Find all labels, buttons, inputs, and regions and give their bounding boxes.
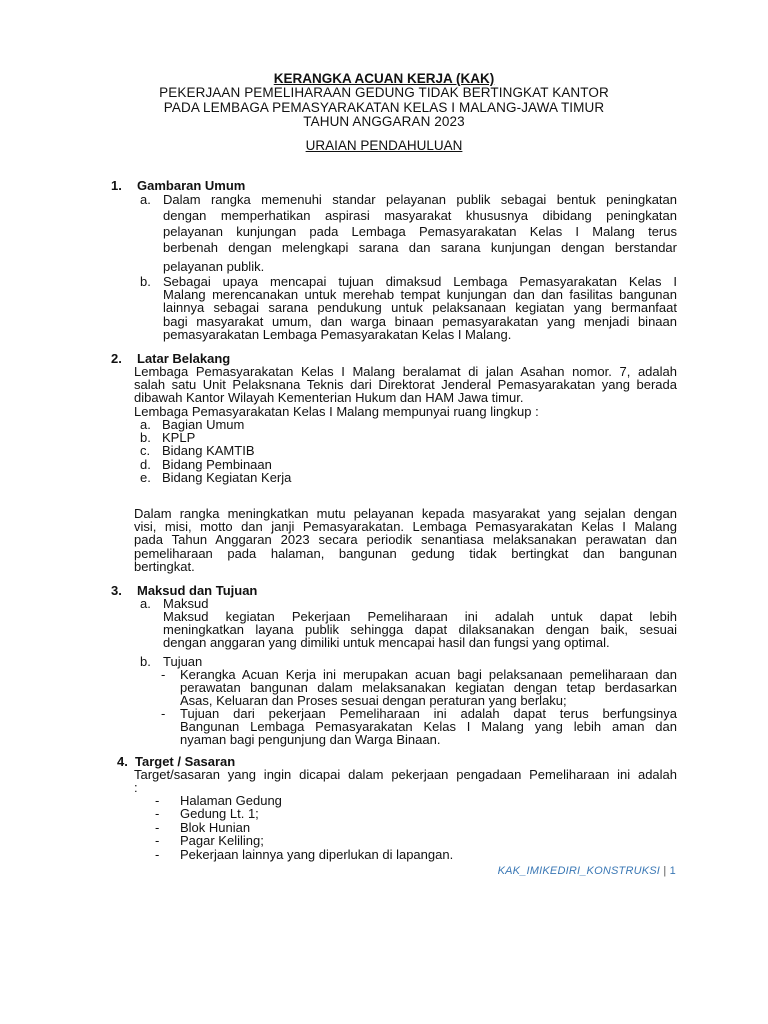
list-item-text: KPLP [162,430,196,446]
document-subtitle-line-3: TAHUN ANGGARAN 2023 [303,114,465,129]
bullet-dash: - [155,846,160,862]
list-item-text: Pagar Keliling; [180,833,264,849]
footer-doc-code: KAK_IMIKEDIRI_KONSTRUKSI [497,865,661,877]
footer-separator: | [663,865,667,877]
bullet-dash: - [161,706,166,721]
section-4-intro [134,768,677,794]
section-2-paragraph-2 [134,507,677,573]
section-heading-uraian: URAIAN PENDAHULUAN [305,138,463,153]
paragraph-line: Dalam rangka memenuhi standar pelayanan publik sebagai bentuk peningkatan [163,192,677,207]
paragraph-line: Tujuan dari pekerjaan Pemeliharaan ini adalah dapat terus berfungsinya [180,706,677,721]
paragraph-line: Malang merencanakan untuk merehab tempat kunjungan dan dan fasilitas bangunan [163,287,677,303]
page-footer [498,865,676,879]
paragraph-line: meningkatkan layana publik sehingga dapat dilaksanakan dengan baik, sesuai [163,622,677,638]
section-3b-item-2 [180,707,677,747]
paragraph-line: Dalam rangka meningkatkan mutu pelayanan kepada masyarakat yang sejalan dengan [134,506,677,521]
bullet-dash: - [155,819,160,835]
list-item-text: Bidang Kegiatan Kerja [162,469,292,485]
section-1b-label: b. [140,274,151,289]
paragraph-line: pada Tahun Anggaran 2023 secara periodik senantiasa melaksanakan perawatan dan [134,532,677,548]
section-2-paragraph-1 [134,365,677,418]
paragraph-line: bagi masyarakat umum, dan warga binaan pemasyarakatan yang menjadi binaan [163,313,677,329]
paragraph-line: dengan anggaran yang dimiliki untuk mencapai hasil dan fungsi yang optimal. [163,635,610,651]
section-4-number: 4. [117,754,128,769]
section-2-title: Latar Belakang [137,351,231,366]
section-3a-paragraph [163,610,677,650]
page-number: 1 [669,865,676,877]
paragraph-line: perawatan bangunan dalam melaksanakan kegiatan dengan tetap berdasarkan [180,680,677,696]
paragraph-line: visi, misi, motto dan janji Pemasyarakatan. Lembaga Pemasyarakatan Kelas I Malang [134,519,677,535]
section-3-title: Maksud dan Tujuan [137,583,258,598]
list-item-label: e. [140,469,151,485]
paragraph-line: Asas, Keluaran dan Proses sesuai dengan peraturan yang berlaku; [180,693,567,709]
paragraph-line: Lembaga Pemasyarakatan Kelas I Malang beralamat di jalan Asahan nomor. 7, adalah [134,364,677,379]
section-3b-label: b. [140,654,151,669]
section-2-number: 2. [111,351,122,366]
paragraph-line: Sebagai upaya mencapai tujuan dimaksud Lembaga Pemasyarakatan Kelas I [163,274,677,289]
list-item-text: Bidang Pembinaan [162,456,272,472]
bullet-dash: - [155,833,160,849]
section-3a-label: a. [140,596,151,611]
paragraph-line: bertingkat. [134,558,195,574]
paragraph-line: pelayanan publik. [163,259,265,274]
section-3a-title: Maksud [163,596,209,611]
section-1-title: Gambaran Umum [137,178,246,193]
document-subtitle-line-1: PEKERJAAN PEMELIHARAAN GEDUNG TIDAK BERTINGKAT KANTOR [159,85,609,100]
section-4-title: Target / Sasaran [135,754,236,769]
list-item-label: c. [140,443,151,459]
paragraph-line: Bangunan Lembaga Pemasyarakatan Kelas I Malang yang lebih aman dan [180,719,677,735]
section-1-number: 1. [111,178,122,193]
list-item-label: d. [140,456,151,472]
list-item-text: Gedung Lt. 1; [180,806,259,822]
bullet-dash: - [155,806,160,822]
document-subtitle-line-2: PADA LEMBAGA PEMASYARAKATAN KELAS I MALANG-JAWA TIMUR [163,100,605,115]
section-1a-label: a. [140,192,151,207]
paragraph-line: dengan memperhatikan aspirasi masyarakat khususnya dibidang peningkatan [163,208,677,223]
list-item-text: Halaman Gedung [180,793,282,808]
paragraph-line: Target/sasaran yang ingin dicapai dalam pekerjaan pengadaan Pemeliharaan ini adalah [134,767,677,782]
list-item-label: b. [140,430,151,446]
paragraph-line: Lembaga Pemasyarakatan Kelas I Malang mempunyai ruang lingkup : [134,403,539,419]
paragraph-line: salah satu Unit Pelaksnana Teknis dari Direktorat Jenderal Pemasyarakatan yang berada [134,377,677,393]
paragraph-line: pemasyarakatan Lembaga Pemasyarakatan Kelas I Malang. [163,326,512,342]
document-title: KERANGKA ACUAN KERJA (KAK) [273,71,495,86]
paragraph-line: pemeliharaan pada halaman, bangunan gedung tidak bertingkat dan bangunan [134,545,677,561]
list-item-text: Bagian Umum [162,417,245,432]
list-item-label: a. [140,417,151,432]
bullet-dash: - [155,793,160,808]
list-item-text: Pekerjaan lainnya yang diperlukan di lapangan. [180,846,454,862]
paragraph-line: berbenah dengan melengkapi sarana dan sarana kunjungan dengan berstandar [163,240,677,255]
paragraph-line: Kerangka Acuan Kerja ini merupakan acuan bagi pelaksanaan pemeliharaan dan [180,667,677,682]
section-1a-paragraph [163,193,677,276]
paragraph-line: nyaman bagi pengunjung dan Warga Binaan. [180,732,441,748]
list-item-text: Bidang KAMTIB [162,443,255,459]
section-3b-title: Tujuan [163,654,203,669]
paragraph-line: Maksud kegiatan Pekerjaan Pemeliharaan ini adalah untuk dapat lebih [163,609,677,624]
paragraph-line: dibawah Kantor Wilayah Kementerian Hukum dan HAM Jawa timur. [134,390,524,406]
bullet-dash: - [161,667,166,682]
section-3b-item-1 [180,668,677,708]
paragraph-line: : [134,780,138,796]
paragraph-line: lainnya sebagai sarana pendukung untuk pelaksanaan kegiatan yang bermanfaat [163,300,677,316]
section-3-number: 3. [111,583,122,598]
paragraph-line: pelayanan kunjungan pada Lembaga Pemasyarakatan Kelas I Malang terus [163,224,677,239]
list-item-text: Blok Hunian [180,819,251,835]
section-1b-paragraph [163,275,677,341]
